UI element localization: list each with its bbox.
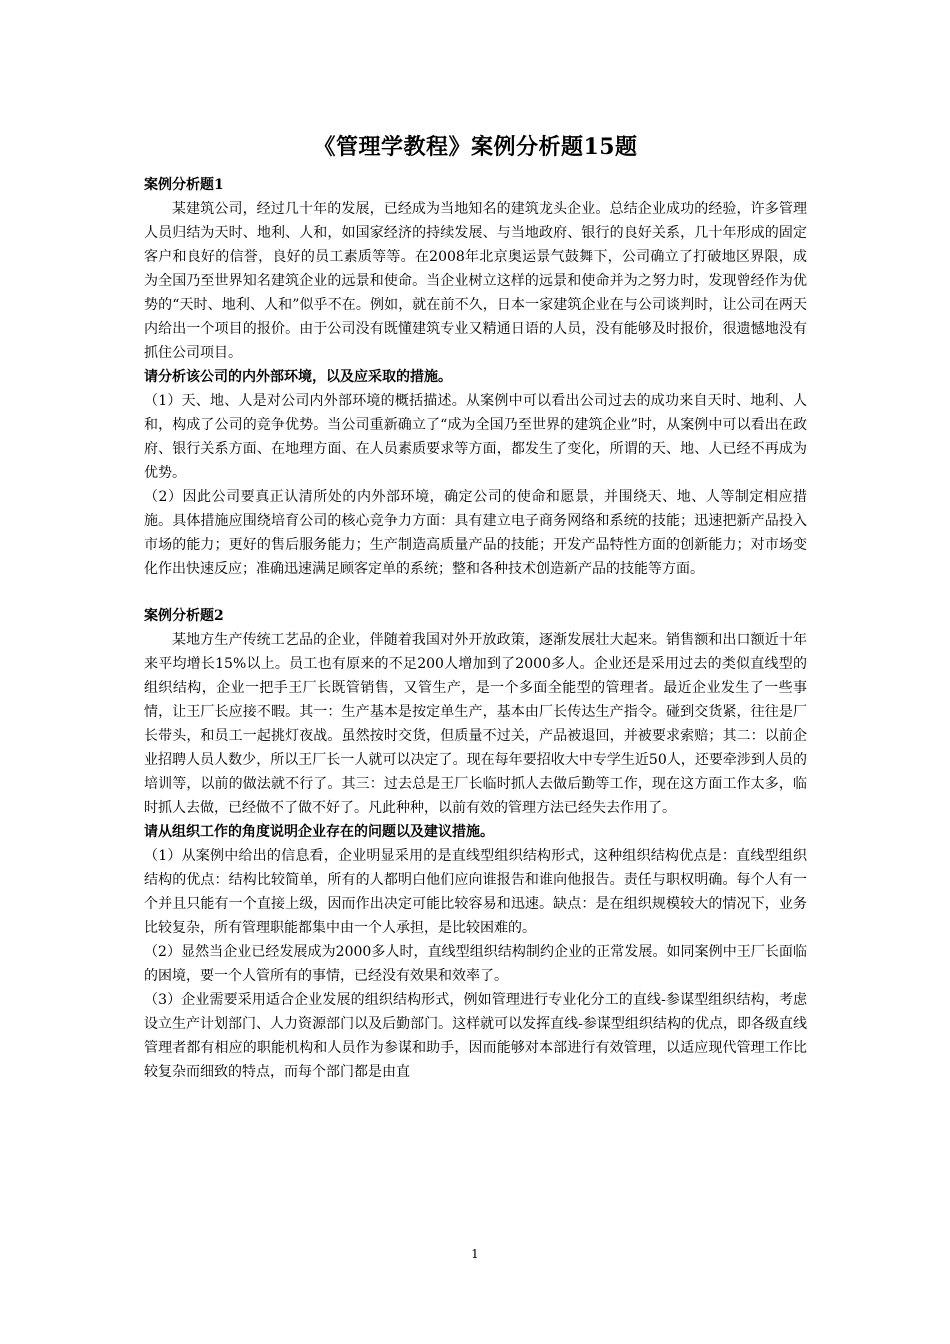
case-1-question: 请分析该公司的内外部环境，以及应采取的措施。 <box>144 369 452 385</box>
case-2-body: 某地方生产传统工艺品的企业，伴随着我国对外开放政策，逐渐发展壮大起来。销售额和出口额近十年来平均增长15%以上。员工也有原来的不足200人增加到了2000多人。企业还是采用过去的类似直线型的组织结构，企业一把手王厂长既管销售，又管生产，是一个多面全能型的管理者。最近企业发生了一些事情，让王厂长应接不暇。其一：生产基本是按定单生产，基本由厂长传达生产指令。碰到交货紧，往往是厂长带头，和员工一起挑灯夜战。虽然按时交货，但质量不过关，产品被退回，并被要求索赔；其二：以前企业招聘人员人数少，所以王厂长一人就可以决定了。现在每年要招收大中专学生近50人，还要牵涉到人员的培训等，以前的做法就不行了。其三：过去总是王厂长临时抓人去做后勤等工作，现在这方面工作太多，临时抓人去做，已经做不了做不好了。凡此种种，以前有效的管理方法已经失去作用了。 <box>144 632 807 816</box>
case-2-heading: 案例分析题2 <box>144 608 224 624</box>
case-1-heading: 案例分析题1 <box>144 177 224 193</box>
case-2-answer-2: （2）显然当企业已经发展成为2000多人时，直线型组织结构制约企业的正常发展。如同案例中王厂长面临的困境，要一个人管所有的事情，已经没有效果和效率了。 <box>144 944 807 984</box>
page-content <box>144 130 807 1084</box>
case-2-question: 请从组织工作的角度说明企业存在的问题以及建议措施。 <box>144 824 494 840</box>
case-1-section <box>144 174 807 581</box>
section-gap <box>144 581 807 605</box>
case-1-body: 某建筑公司，经过几十年的发展，已经成为当地知名的建筑龙头企业。总结企业成功的经验，许多管理人员归结为天时、地利、人和，如国家经济的持续发展、与当地政府、银行的良好关系，几十年形成的固定客户和良好的信誉，良好的员工素质等等。在2008年北京奥运景气鼓舞下，公司确立了打破地区界限，成为全国乃至世界知名建筑企业的远景和使命。当企业树立这样的远景和使命并为之努力时，发现曾经作为优势的“天时、地利、人和”似乎不在。例如，就在前不久，日本一家建筑企业在与公司谈判时，让公司在两天内给出一个项目的报价。由于公司没有既懂建筑专业又精通日语的人员，没有能够及时报价，很遗憾地没有抓住公司项目。 <box>144 201 807 361</box>
case-2-answer-1: （1）从案例中给出的信息看，企业明显采用的是直线型组织结构形式，这种组织结构优点是：直线型组织结构的优点：结构比较简单，所有的人都明白他们应向谁报告和谁向他报告。责任与职权明确。每个人有一个并且只能有一个直接上级，因而作出决定可能比较容易和迅速。缺点：是在组织规模较大的情况下，业务比较复杂，所有管理职能都集中由一个人承担，是比较困难的。 <box>144 848 807 936</box>
case-1-answer-2: （2）因此公司要真正认清所处的内外部环境，确定公司的使命和愿景，并围绕天、地、人等制定相应措施。具体措施应围绕培育公司的核心竞争力方面：具有建立电子商务网络和系统的技能；迅速把新产品投入市场的能力；更好的售后服务能力；生产制造高质量产品的技能；开发产品特性方面的创新能力；对市场变化作出快速反应；准确迅速满足顾客定单的系统；整和各种技术创造新产品的技能等方面。 <box>144 489 807 577</box>
case-2-answer-3: （3）企业需要采用适合企业发展的组织结构形式，例如管理进行专业化分工的直线-参谋型组织结构，考虑设立生产计划部门、人力资源部门以及后勤部门。这样就可以发挥直线-参谋型组织结构的优点，即各级直线管理者都有相应的职能机构和人员作为参谋和助手，因而能够对本部进行有效管理，以适应现代管理工作比较复杂而细致的特点，而每个部门都是由直 <box>144 992 807 1080</box>
page-number: 1 <box>471 1247 479 1261</box>
case-2-section <box>144 605 807 1084</box>
case-1-answer-1: （1）天、地、人是对公司内外部环境的概括描述。从案例中可以看出公司过去的成功来自天时、地利、人和，构成了公司的竞争优势。当公司重新确立了“成为全国乃至世界的建筑企业”时，从案例中可以看出在政府、银行关系方面、在地理方面、在人员素质要求等方面，都发生了变化，所谓的天、地、人已经不再成为优势。 <box>144 393 807 481</box>
document-title: 《管理学教程》案例分析题15题 <box>313 134 638 160</box>
